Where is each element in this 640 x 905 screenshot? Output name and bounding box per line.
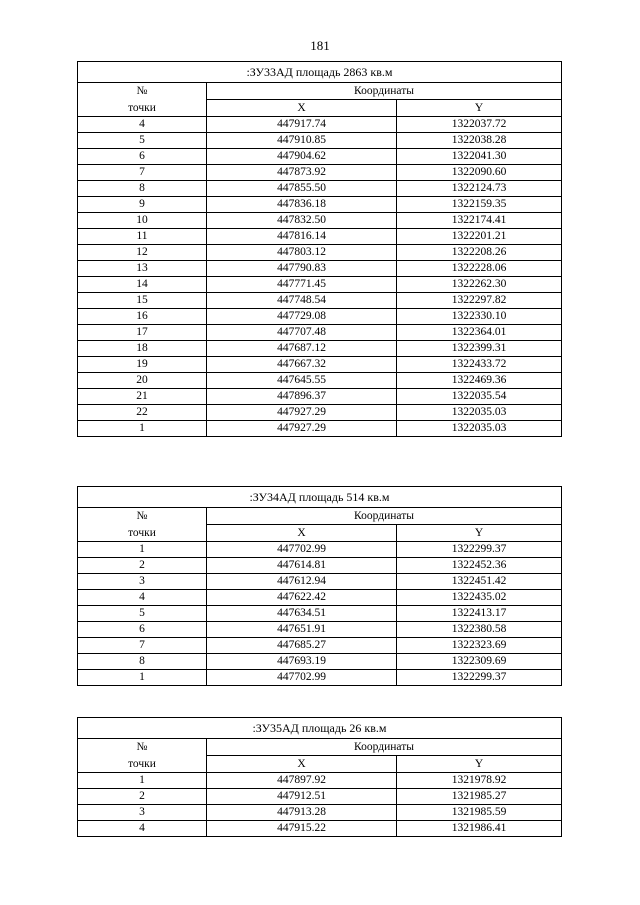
x-header: X <box>207 525 397 542</box>
table-title: :ЗУ33АД площадь 2863 кв.м <box>78 62 562 83</box>
table-row <box>78 357 562 373</box>
point-number-cell: 13 <box>78 261 207 277</box>
table-row <box>78 229 562 245</box>
y-coordinate-cell: 1322038.28 <box>397 133 562 149</box>
x-coordinate-cell: 447927.29 <box>207 405 397 421</box>
point-number-cell: 8 <box>78 654 207 670</box>
coordinates-table-zu33ad <box>77 61 562 437</box>
x-coordinate-cell: 447836.18 <box>207 197 397 213</box>
y-coordinate-cell: 1322330.10 <box>397 309 562 325</box>
y-coordinate-cell: 1322035.03 <box>397 421 562 437</box>
x-coordinate-cell: 447693.19 <box>207 654 397 670</box>
y-coordinate-cell: 1322413.17 <box>397 606 562 622</box>
point-number-cell: 5 <box>78 606 207 622</box>
point-number-header: № <box>78 83 207 100</box>
point-number-cell: 2 <box>78 789 207 805</box>
table-row <box>78 574 562 590</box>
y-coordinate-cell: 1322124.73 <box>397 181 562 197</box>
table-row <box>78 341 562 357</box>
point-number-cell: 3 <box>78 574 207 590</box>
x-coordinate-cell: 447803.12 <box>207 245 397 261</box>
y-coordinate-cell: 1322299.37 <box>397 670 562 686</box>
y-coordinate-cell: 1322380.58 <box>397 622 562 638</box>
table-row <box>78 542 562 558</box>
y-header: Y <box>397 525 562 542</box>
table-row <box>78 261 562 277</box>
point-number-cell: 21 <box>78 389 207 405</box>
x-coordinate-cell: 447917.74 <box>207 117 397 133</box>
y-coordinate-cell: 1321985.59 <box>397 805 562 821</box>
y-header: Y <box>397 756 562 773</box>
point-label-header: точки <box>78 525 207 542</box>
y-coordinate-cell: 1322309.69 <box>397 654 562 670</box>
point-number-header: № <box>78 508 207 525</box>
coordinates-header: Координаты <box>207 83 562 100</box>
point-label-header: точки <box>78 100 207 117</box>
table-row <box>78 197 562 213</box>
x-coordinate-cell: 447702.99 <box>207 542 397 558</box>
table-row <box>78 245 562 261</box>
point-number-cell: 8 <box>78 181 207 197</box>
point-number-cell: 6 <box>78 622 207 638</box>
y-coordinate-cell: 1322090.60 <box>397 165 562 181</box>
y-coordinate-cell: 1322297.82 <box>397 293 562 309</box>
x-coordinate-cell: 447913.28 <box>207 805 397 821</box>
y-coordinate-cell: 1322035.03 <box>397 405 562 421</box>
table-row <box>78 805 562 821</box>
point-number-cell: 7 <box>78 638 207 654</box>
x-coordinate-cell: 447651.91 <box>207 622 397 638</box>
x-coordinate-cell: 447855.50 <box>207 181 397 197</box>
point-number-cell: 11 <box>78 229 207 245</box>
x-coordinate-cell: 447612.94 <box>207 574 397 590</box>
point-number-cell: 4 <box>78 117 207 133</box>
x-coordinate-cell: 447702.99 <box>207 670 397 686</box>
table-row <box>78 293 562 309</box>
y-coordinate-cell: 1322037.72 <box>397 117 562 133</box>
point-number-cell: 14 <box>78 277 207 293</box>
x-coordinate-cell: 447873.92 <box>207 165 397 181</box>
point-number-cell: 16 <box>78 309 207 325</box>
page-number: 181 <box>310 38 330 53</box>
point-number-cell: 18 <box>78 341 207 357</box>
x-coordinate-cell: 447667.32 <box>207 357 397 373</box>
point-number-cell: 17 <box>78 325 207 341</box>
point-number-cell: 1 <box>78 421 207 437</box>
coordinates-table-zu35ad <box>77 717 562 837</box>
table-row <box>78 213 562 229</box>
coordinates-header: Координаты <box>207 508 562 525</box>
point-number-cell: 9 <box>78 197 207 213</box>
y-coordinate-cell: 1322228.06 <box>397 261 562 277</box>
coordinates-header: Координаты <box>207 739 562 756</box>
table-row <box>78 590 562 606</box>
table-row <box>78 277 562 293</box>
x-coordinate-cell: 447685.27 <box>207 638 397 654</box>
point-number-header: № <box>78 739 207 756</box>
coordinates-table-zu34ad <box>77 486 562 686</box>
x-coordinate-cell: 447915.22 <box>207 821 397 837</box>
x-coordinate-cell: 447622.42 <box>207 590 397 606</box>
point-number-cell: 7 <box>78 165 207 181</box>
point-number-cell: 1 <box>78 542 207 558</box>
table-row <box>78 149 562 165</box>
x-coordinate-cell: 447729.08 <box>207 309 397 325</box>
point-number-cell: 22 <box>78 405 207 421</box>
y-coordinate-cell: 1322262.30 <box>397 277 562 293</box>
table-row <box>78 405 562 421</box>
table-row <box>78 309 562 325</box>
table-row <box>78 373 562 389</box>
y-coordinate-cell: 1322208.26 <box>397 245 562 261</box>
y-coordinate-cell: 1322035.54 <box>397 389 562 405</box>
y-coordinate-cell: 1321978.92 <box>397 773 562 789</box>
y-coordinate-cell: 1322299.37 <box>397 542 562 558</box>
point-number-cell: 1 <box>78 670 207 686</box>
point-number-cell: 2 <box>78 558 207 574</box>
x-coordinate-cell: 447896.37 <box>207 389 397 405</box>
x-coordinate-cell: 447927.29 <box>207 421 397 437</box>
y-header: Y <box>397 100 562 117</box>
table-title: :ЗУ35АД площадь 26 кв.м <box>78 718 562 739</box>
y-coordinate-cell: 1322041.30 <box>397 149 562 165</box>
table-row <box>78 421 562 437</box>
table-row <box>78 638 562 654</box>
x-header: X <box>207 756 397 773</box>
table-row <box>78 165 562 181</box>
point-number-cell: 20 <box>78 373 207 389</box>
table-row <box>78 133 562 149</box>
x-coordinate-cell: 447614.81 <box>207 558 397 574</box>
y-coordinate-cell: 1322435.02 <box>397 590 562 606</box>
point-number-cell: 4 <box>78 590 207 606</box>
y-coordinate-cell: 1322323.69 <box>397 638 562 654</box>
table-row <box>78 789 562 805</box>
y-coordinate-cell: 1321986.41 <box>397 821 562 837</box>
x-coordinate-cell: 447771.45 <box>207 277 397 293</box>
table-row <box>78 181 562 197</box>
x-header: X <box>207 100 397 117</box>
y-coordinate-cell: 1321985.27 <box>397 789 562 805</box>
x-coordinate-cell: 447645.55 <box>207 373 397 389</box>
x-coordinate-cell: 447790.83 <box>207 261 397 277</box>
table-title: :ЗУ34АД площадь 514 кв.м <box>78 487 562 508</box>
x-coordinate-cell: 447707.48 <box>207 325 397 341</box>
table-row <box>78 622 562 638</box>
y-coordinate-cell: 1322399.31 <box>397 341 562 357</box>
y-coordinate-cell: 1322364.01 <box>397 325 562 341</box>
x-coordinate-cell: 447748.54 <box>207 293 397 309</box>
y-coordinate-cell: 1322452.36 <box>397 558 562 574</box>
y-coordinate-cell: 1322159.35 <box>397 197 562 213</box>
table-row <box>78 558 562 574</box>
table-row <box>78 821 562 837</box>
y-coordinate-cell: 1322469.36 <box>397 373 562 389</box>
point-number-cell: 5 <box>78 133 207 149</box>
x-coordinate-cell: 447912.51 <box>207 789 397 805</box>
point-number-cell: 12 <box>78 245 207 261</box>
table-row <box>78 606 562 622</box>
table-row <box>78 389 562 405</box>
x-coordinate-cell: 447816.14 <box>207 229 397 245</box>
x-coordinate-cell: 447832.50 <box>207 213 397 229</box>
y-coordinate-cell: 1322201.21 <box>397 229 562 245</box>
point-number-cell: 6 <box>78 149 207 165</box>
point-number-cell: 19 <box>78 357 207 373</box>
table-row <box>78 117 562 133</box>
table-row <box>78 773 562 789</box>
x-coordinate-cell: 447904.62 <box>207 149 397 165</box>
table-row <box>78 654 562 670</box>
x-coordinate-cell: 447897.92 <box>207 773 397 789</box>
x-coordinate-cell: 447687.12 <box>207 341 397 357</box>
point-number-cell: 15 <box>78 293 207 309</box>
point-number-cell: 4 <box>78 821 207 837</box>
x-coordinate-cell: 447634.51 <box>207 606 397 622</box>
y-coordinate-cell: 1322174.41 <box>397 213 562 229</box>
table-row <box>78 670 562 686</box>
y-coordinate-cell: 1322433.72 <box>397 357 562 373</box>
table-row <box>78 325 562 341</box>
point-number-cell: 3 <box>78 805 207 821</box>
x-coordinate-cell: 447910.85 <box>207 133 397 149</box>
point-number-cell: 1 <box>78 773 207 789</box>
point-number-cell: 10 <box>78 213 207 229</box>
point-label-header: точки <box>78 756 207 773</box>
y-coordinate-cell: 1322451.42 <box>397 574 562 590</box>
